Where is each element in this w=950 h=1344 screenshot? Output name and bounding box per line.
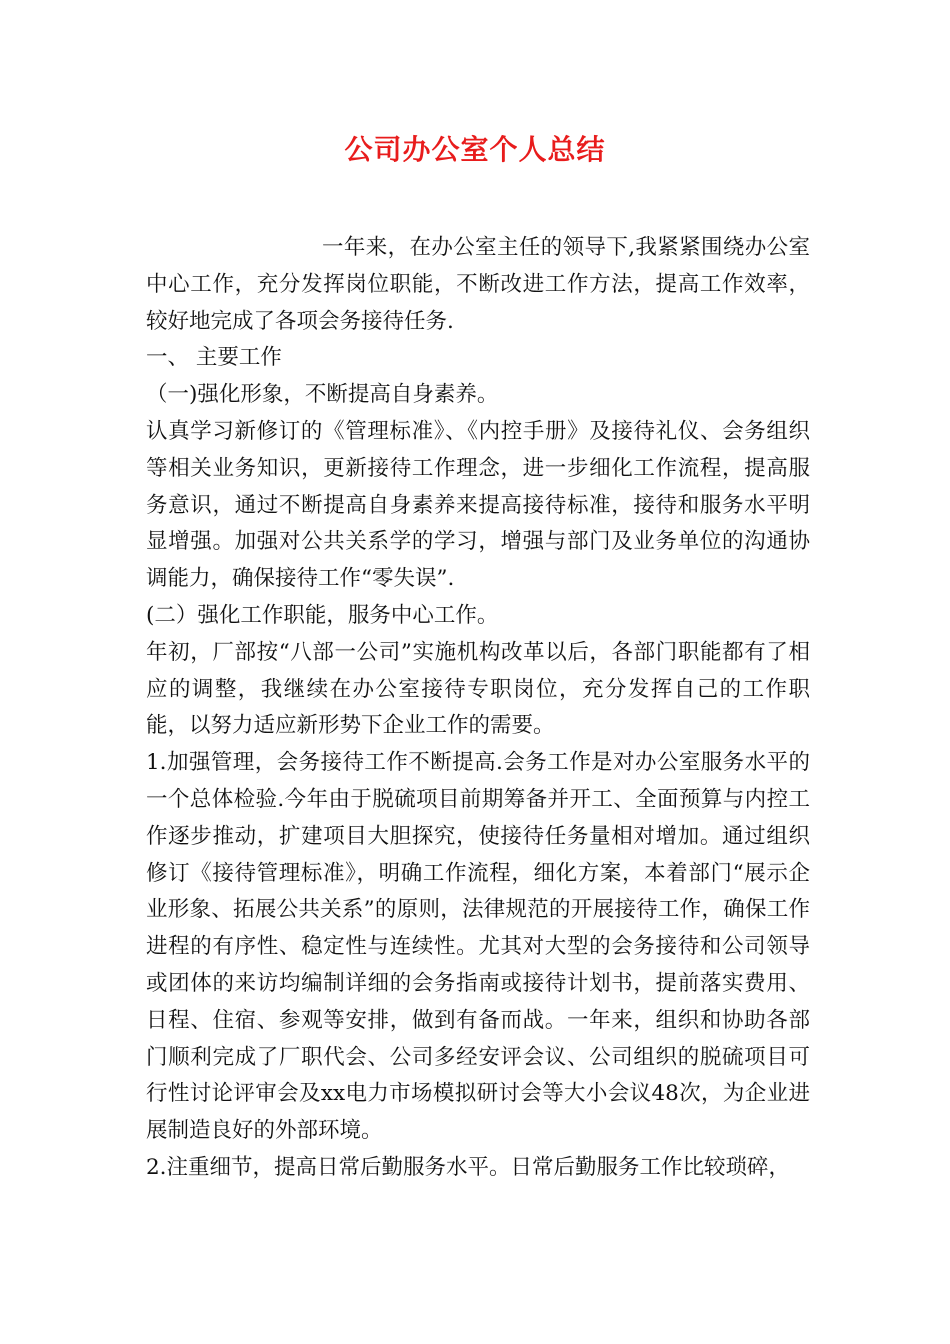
paragraph-meeting-management: 1.加强管理，会务接待工作不断提高.会务工作是对办公室服务水平的一个总体检验.今年由于脱硫项目前期筹备并开工、全面预算与内控工作逐步推动，扩建项目大胆探究，使接待任务量相对增加。通过组织修订《接待管理标准》，明确工作流程，细化方案，本着部门“展示企业形象、拓展公共关系”的原则，法律规范的开展接待工作，确保工作进程的有序性、稳定性与连续性。尤其对大型的会务接待和公司领导或团体的来访均编制详细的会务指南或接待计划书，提前落实费用、日程、住宿、参观等安排，做到有备而战。一年来，组织和协助各部门顺利完成了厂职代会、公司多经安评会议、公司组织的脱硫项目可行性讨论评审会及xx电力市场模拟研讨会等大小会议48次，为企业进展制造良好的外部环境。 [146,750,810,1144]
paragraph-logistics: 2.注重细节，提高日常后勤服务水平。日常后勤服务工作比较琐碎， [146,1154,791,1180]
section-heading-main-work: 一、 主要工作 [146,345,282,371]
paragraph-reform: 年初，厂部按“八部一公司”实施机构改革以后，各部门职能都有了相应的调整，我继续在办公室接待专职岗位，充分发挥自己的工作职能，以努力适应新形势下企业工作的需要。 [146,639,810,739]
document-body [146,230,810,1187]
paragraph-study: 认真学习新修订的《管理标准》、《内控手册》及接待礼仪、会务组织等相关业务知识，更新接待工作理念，进一步细化工作流程，提高服务意识，通过不断提高自身素养来提高接待标准，接待和服务水平明显增强。加强对公共关系学的学习，增强与部门及业务单位的沟通协调能力，确保接待工作“零失误”. [146,418,810,592]
subheading-functions: (二）强化工作职能，服务中心工作。 [146,602,499,628]
intro-paragraph: 一年来，在办公室主任的领导下,我紧紧围绕办公室中心工作，充分发挥岗位职能，不断改进工作方法，提高工作效率，较好地完成了各项会务接待任务. [146,235,810,334]
document-title: 公司办公室个人总结 [344,133,606,166]
subheading-image: （一)强化形象，不断提高自身素养。 [146,382,499,408]
